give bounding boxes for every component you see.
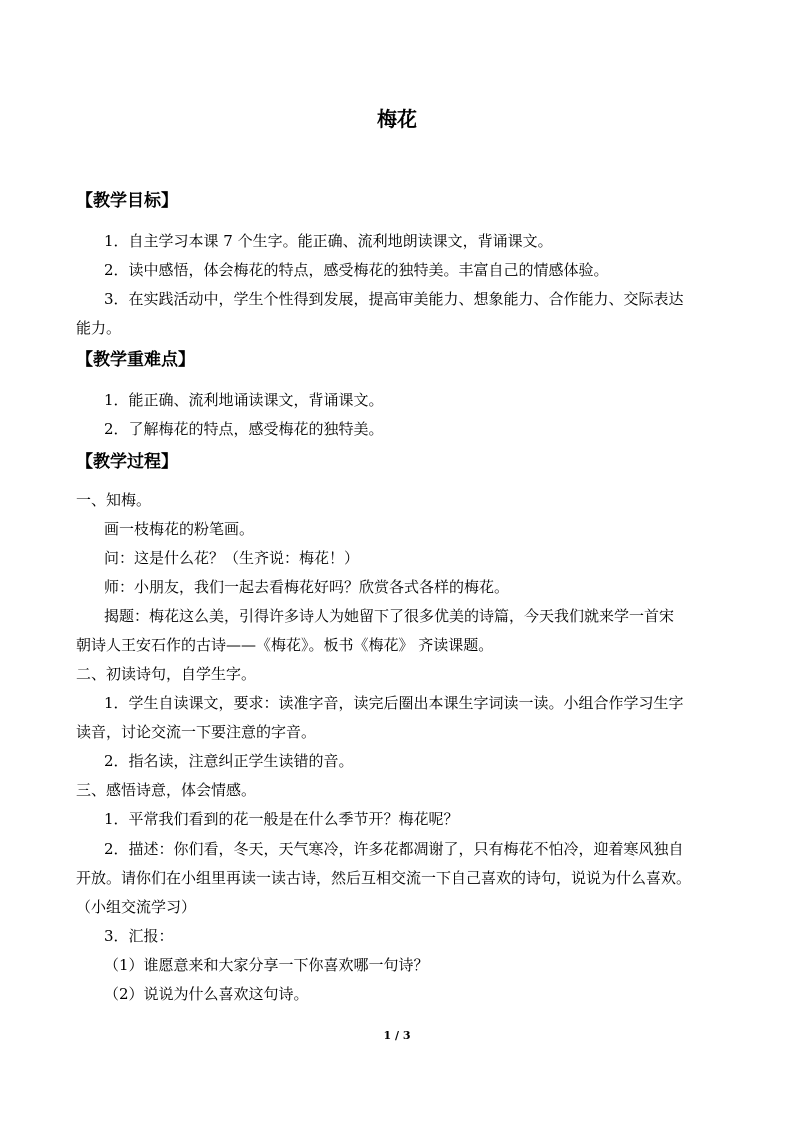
process-line: 2．指名读，注意纠正学生读错的音。 [104, 752, 354, 770]
process-line-continued: 开放。请你们在小组里再读一读古诗，然后互相交流一下自己喜欢的诗句，说说为什么喜欢。 [76, 869, 692, 887]
process-step-heading: 一、知梅。 [76, 491, 152, 509]
goal-item: 1．自主学习本课 7 个生字。能正确、流利地朗读课文，背诵课文。 [104, 232, 553, 250]
process-step-heading: 二、初读诗句，自学生字。 [76, 665, 257, 683]
section-heading-goals: 【教学目标】 [76, 191, 178, 211]
process-line-continued: （小组交流学习） [76, 898, 197, 916]
process-line-continued: 读音，讨论交流一下要注意的字音。 [76, 723, 317, 741]
process-line: 师：小朋友，我们一起去看梅花好吗？欣赏各式各样的梅花。 [104, 578, 510, 596]
difficulty-item: 1．能正确、流利地诵读课文，背诵课文。 [104, 391, 384, 409]
process-line-continued: 朝诗人王安石作的古诗——《梅花》。板书《梅花》 齐读课题。 [76, 636, 494, 654]
process-line: 3．汇报： [104, 927, 174, 945]
section-heading-process: 【教学过程】 [76, 452, 178, 472]
process-line: 2．描述：你们看，冬天，天气寒冷，许多花都凋谢了，只有梅花不怕冷，迎着寒风独自 [104, 840, 684, 858]
process-line: 画一枝梅花的粉笔画。 [104, 520, 255, 538]
process-line: 问：这是什么花？（生齐说：梅花！） [104, 549, 360, 567]
page-title: 梅花 [377, 107, 417, 131]
goal-item: 2．读中感悟，体会梅花的特点，感受梅花的独特美。丰富自己的情感体验。 [104, 261, 609, 279]
process-line: 揭题：梅花这么美，引得许多诗人为她留下了很多优美的诗篇，今天我们就来学一首宋 [104, 607, 675, 625]
process-line: （1）谁愿意来和大家分享一下你喜欢哪一句诗？ [104, 956, 429, 974]
process-line: 1．平常我们看到的花一般是在什么季节开？梅花呢？ [104, 810, 459, 828]
section-heading-difficulties: 【教学重难点】 [76, 350, 195, 370]
goal-item: 3．在实践活动中，学生个性得到发展，提高审美能力、想象能力、合作能力、交际表达 [104, 290, 684, 308]
process-line: 1．学生自读课文，要求：读准字音，读完后圈出本课生字词读一读。小组合作学习生字 [104, 694, 684, 712]
process-line: （2）说说为什么喜欢这句诗。 [104, 985, 309, 1003]
page-number: 1 / 3 [383, 1029, 411, 1042]
goal-item-continued: 能力。 [76, 319, 122, 337]
difficulty-item: 2．了解梅花的特点，感受梅花的独特美。 [104, 420, 384, 438]
process-step-heading: 三、感悟诗意，体会情感。 [76, 781, 257, 799]
